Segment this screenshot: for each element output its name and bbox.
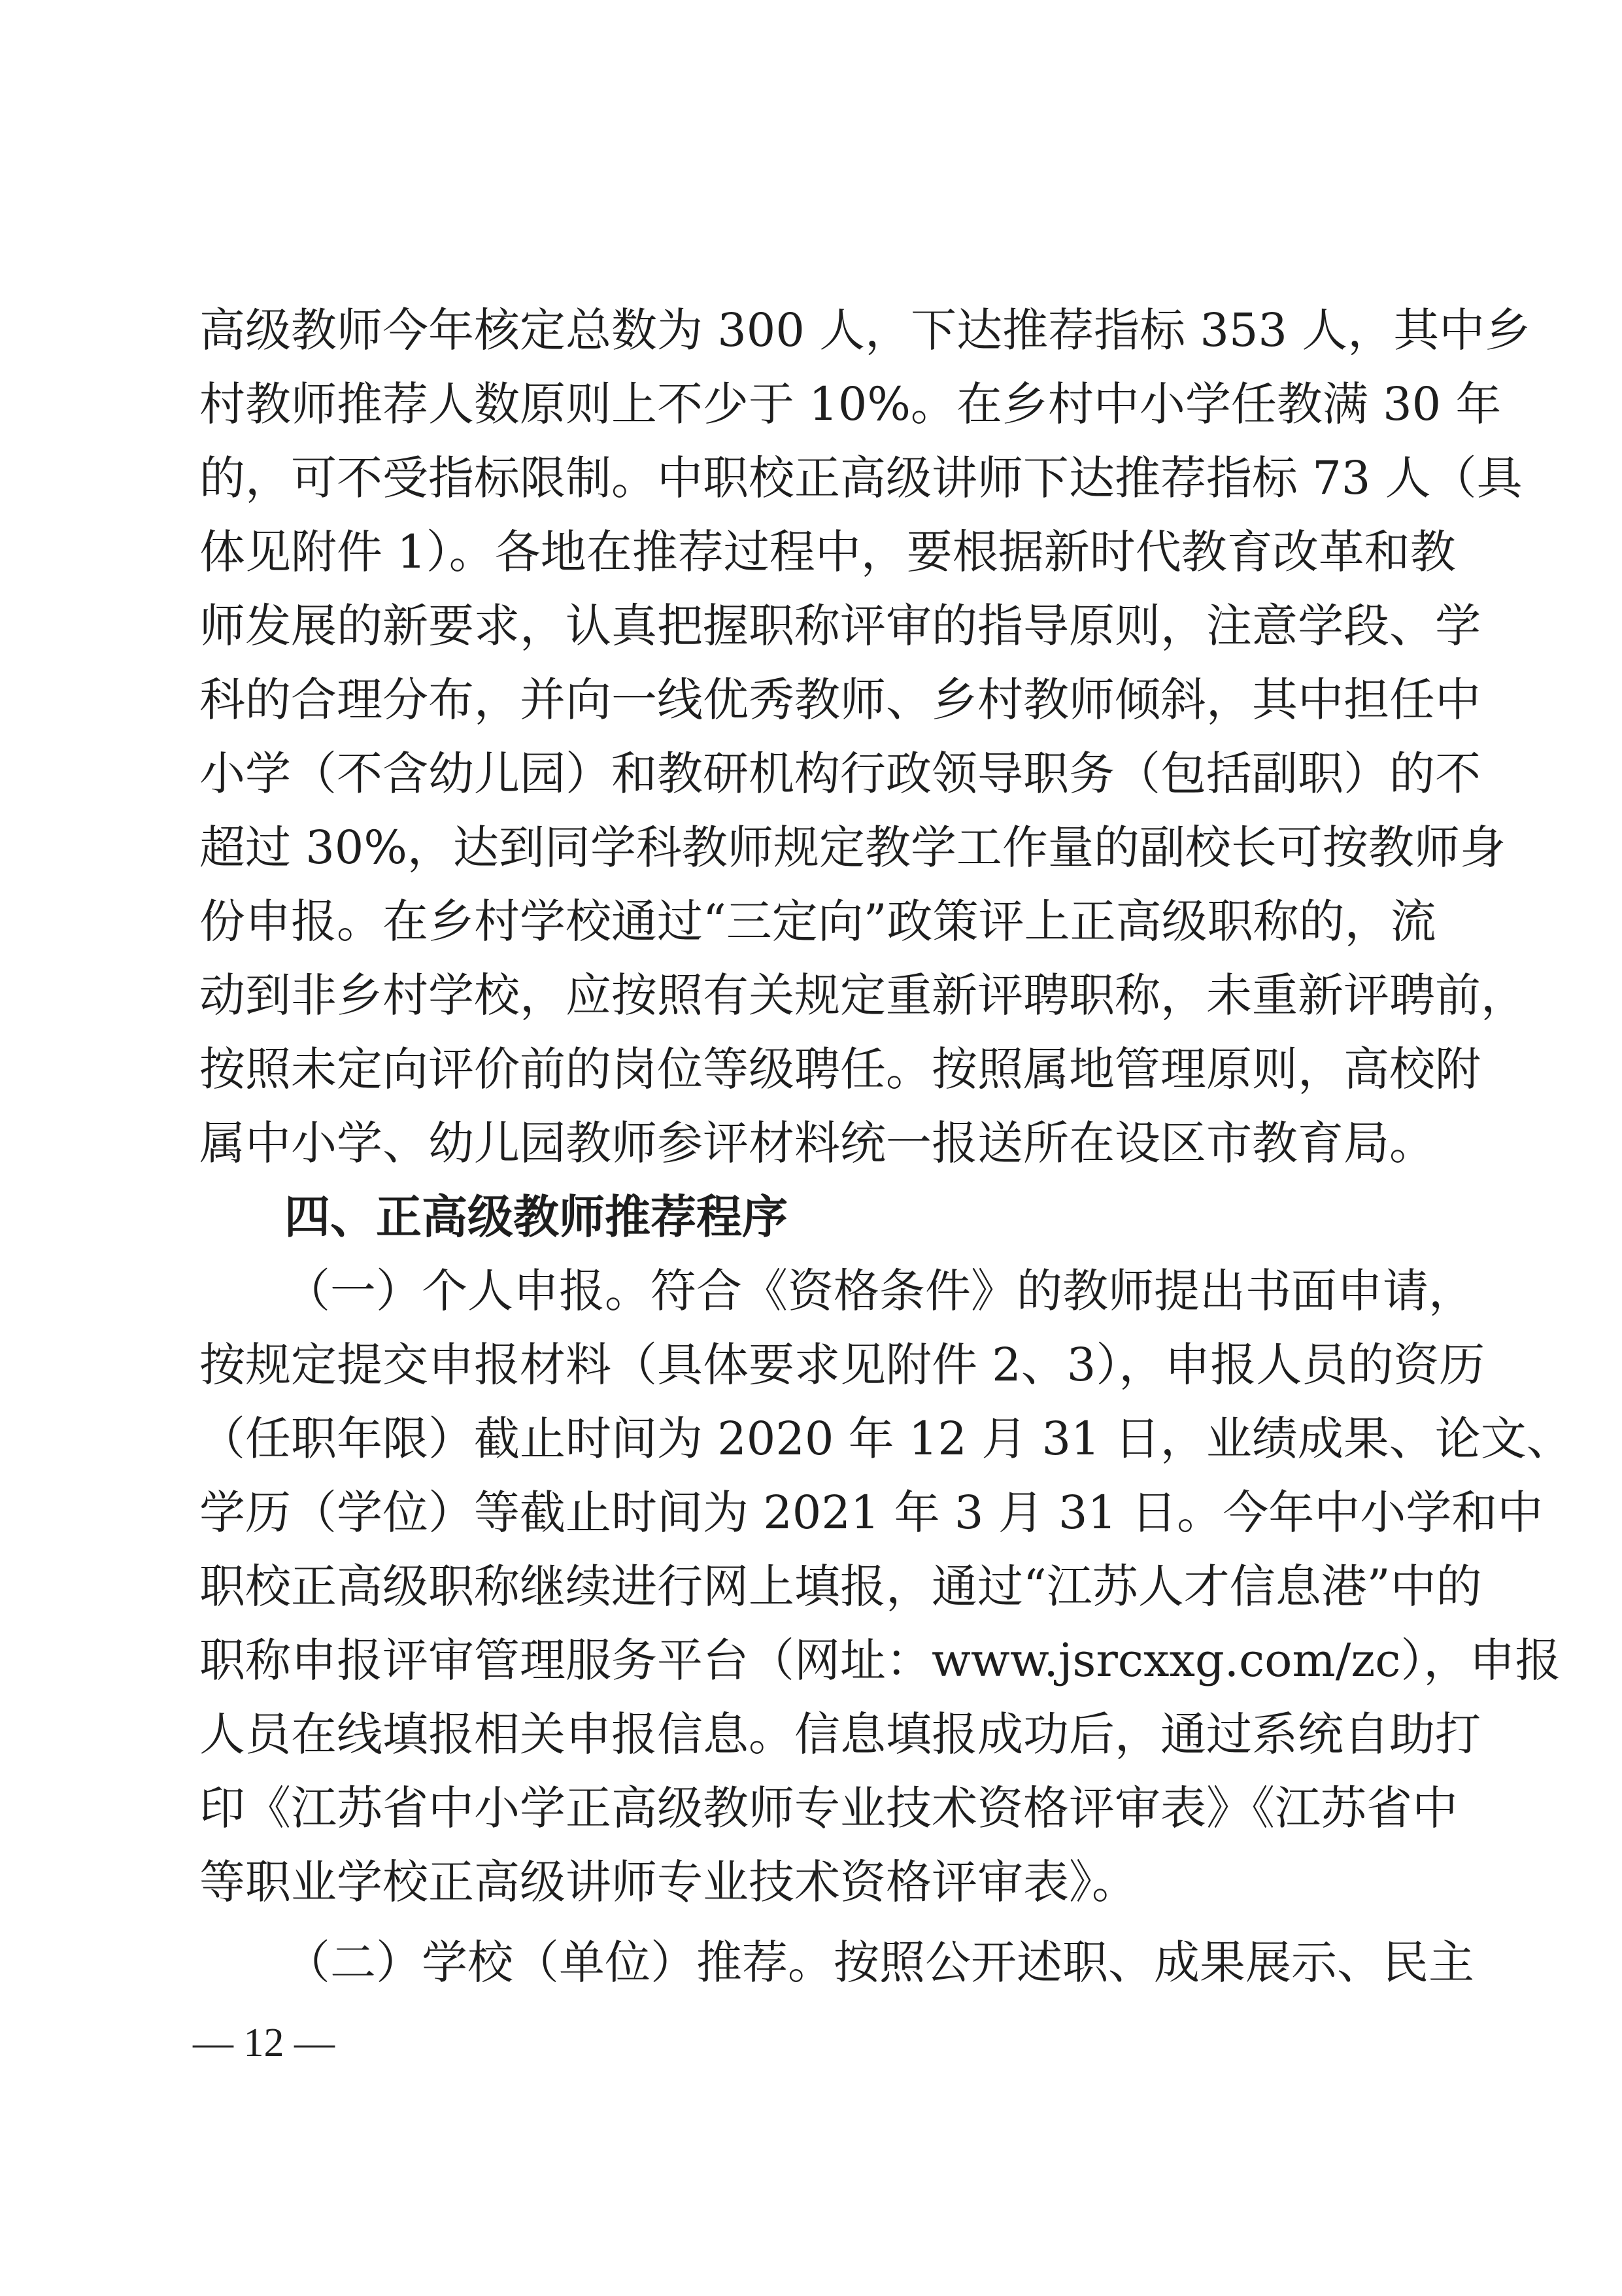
text-line: 体见附件 1）。各地在推荐过程中，要根据新时代教育改革和教: [199, 525, 1456, 579]
text-line: 人员在线填报相关申报信息。信息填报成功后，通过系统自助打: [199, 1707, 1481, 1761]
text-line: （二）学校（单位）推荐。按照公开述职、成果展示、民主: [284, 1936, 1474, 1989]
text-line: 学历（学位）等截止时间为 2021 年 3 月 31 日。今年中小学和中: [199, 1486, 1544, 1539]
page-number: — 12 —: [193, 2021, 335, 2065]
text-line: 村教师推荐人数原则上不少于 10%。在乡村中小学任教满 30 年: [199, 377, 1502, 431]
text-line: 师发展的新要求，认真把握职称评审的指导原则，注意学段、学: [199, 599, 1481, 653]
text-line: 的，可不受指标限制。中职校正高级讲师下达推荐指标 73 人（具: [199, 451, 1523, 505]
text-line: 按规定提交申报材料（具体要求见附件 2、3），申报人员的资历: [199, 1338, 1485, 1392]
text-line: （一）个人申报。符合《资格条件》的教师提出书面申请，: [284, 1264, 1474, 1318]
section-heading: 四、正高级教师推荐程序: [284, 1190, 788, 1244]
text-line: 科的合理分布，并向一线优秀教师、乡村教师倾斜，其中担任中: [199, 673, 1481, 727]
text-line: 职校正高级职称继续进行网上填报，通过“江苏人才信息港”中的: [199, 1560, 1482, 1613]
text-line: 高级教师今年核定总数为 300 人，下达推荐指标 353 人，其中乡: [199, 303, 1531, 357]
text-line: （任职年限）截止时间为 2020 年 12 月 31 日，业绩成果、论文、: [199, 1412, 1572, 1465]
text-line: 等职业学校正高级讲师专业技术资格评审表》。: [199, 1855, 1138, 1909]
text-line: 职称申报评审管理服务平台（网址：www.jsrcxxg.com/zc），申报: [199, 1634, 1561, 1687]
text-line: 超过 30%，达到同学科教师规定教学工作量的副校长可按教师身: [199, 821, 1506, 874]
text-line: 份申报。在乡村学校通过“三定向”政策评上正高级职称的，流: [199, 895, 1436, 948]
text-line: 印《江苏省中小学正高级教师专业技术资格评审表》《江苏省中: [199, 1781, 1458, 1835]
text-line: 小学（不含幼儿园）和教研机构行政领导职务（包括副职）的不: [199, 747, 1481, 800]
text-line: 按照未定向评价前的岗位等级聘任。按照属地管理原则，高校附: [199, 1042, 1481, 1096]
text-line: 动到非乡村学校，应按照有关规定重新评聘职称，未重新评聘前，: [199, 968, 1527, 1022]
text-line: 属中小学、幼儿园教师参评材料统一报送所在设区市教育局。: [199, 1116, 1435, 1170]
